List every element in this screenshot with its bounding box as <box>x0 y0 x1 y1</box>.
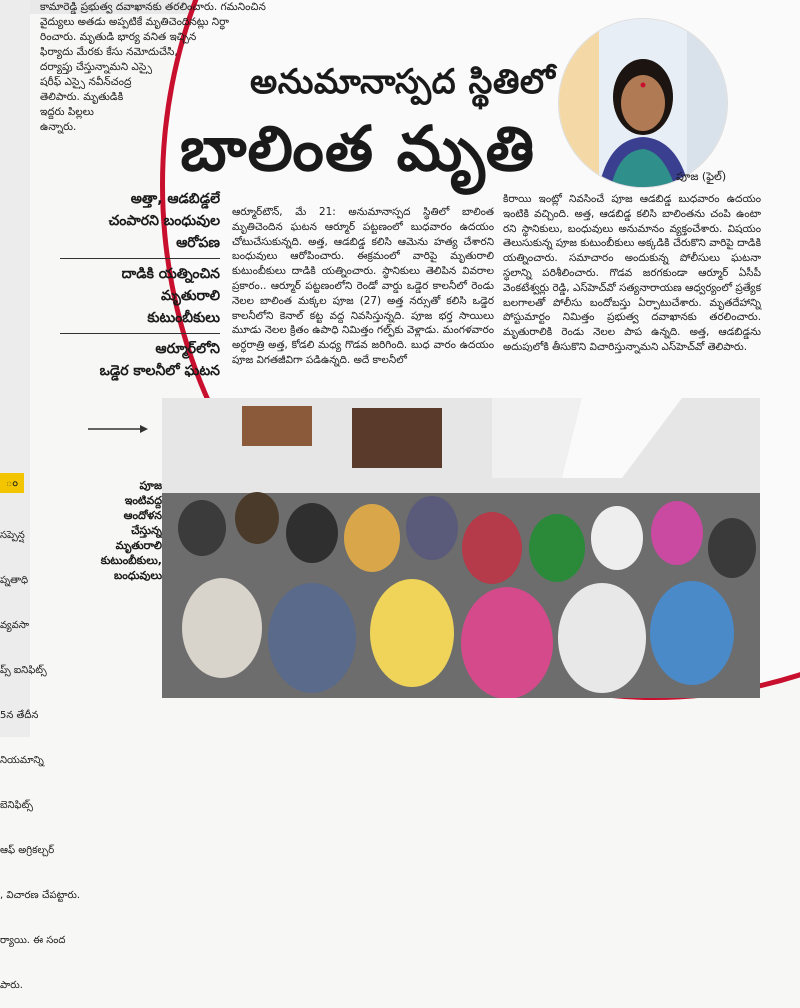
adjacent-line: వ్యవసా <box>0 620 29 631</box>
prev-line: ఫిర్యాదు మేరకు కేసు నమోదుచేసి, <box>40 46 178 58</box>
caption-line: బంధువులు <box>114 569 162 582</box>
subhead-divider <box>60 258 220 259</box>
prev-line: కామారెడ్డి ప్రభుత్వ దవాఖానకు తరలించారు. గమనించిన <box>40 1 266 13</box>
adjacent-line: ప్నతాధి <box>0 575 29 586</box>
prev-line: షరీఫ్ ఎస్సై నవీన్‌చంద్ర <box>40 76 132 88</box>
prev-line: తెలిపారు. మృతుడికి <box>40 91 124 103</box>
portrait-caption: పూజ (ఫైల్) <box>676 170 727 183</box>
prev-line: దర్యాప్తు చేస్తున్నామని ఎస్సై <box>40 61 153 73</box>
subheads <box>60 188 220 382</box>
adjacent-line: ఆఫ్ అగ్రికల్చర్ <box>0 845 55 856</box>
article-body-column-1: ఆర్మూర్‌టౌన్, మే 21: అనుమానాస్పద స్థితిలో బాలింత మృతిచెందిన ఘటన ఆర్మూర్ పట్టణంలో బుధవారం ఉదయం చోటుచేసుకున్నది. అత్త, ఆడబిడ్డ కలిసి ఆమెను హత్య చేశారని బంధువులు ఆరోపించారు. ఈక్రమంలో వారిపై మృతురాలి కుటుంబీకులు దాడికి యత్నించారు. స్థానికులు తెలిపిన వివరాల ప్రకారం.. ఆర్మూర్ పట్టణంలోని రెండో వార్డు ఒడ్డెర కాలనీలో రెండు నెలల బాలింత మక్కల పూజ (27) అత్త నర్సుతో కలిసి ఒడ్డెర కాలనీలోని కెనాల్ కట్ట వద్ద నివసిస్తున్నది. పూజ భర్త సాయిలు మూడు నెలల క్రితం ఉపాధి నిమిత్తం గల్ఫ్‌కు వెళ్లాడు. మంగళవారం అర్ధరాత్రి అత్త, కోడలి మధ్య గొడవ జరిగింది. బుధ వారం ఉదయం పూజ విగతజీవిగా పడిఉన్నది. అదే కాలనీలో <box>232 206 494 366</box>
caption-line: కుటుంబీకులు, <box>100 554 162 567</box>
subhead-line: చంపారని బంధువుల <box>108 213 220 229</box>
caption-line: మృతురాలి <box>115 539 162 552</box>
subhead-line: మృతురాలి <box>161 288 220 304</box>
subhead-divider <box>60 333 220 334</box>
headline-kicker: అనుమానాస్పద స్థితిలో <box>250 62 556 102</box>
adjacent-line: పారు. <box>0 980 23 991</box>
prev-line: వైద్యులు అతడు అప్పటికే మృతిచెందినట్లు నిర్ధా <box>40 16 230 28</box>
subhead-line: దాడికి యత్నించిన <box>121 266 220 282</box>
portrait-photo <box>558 18 728 188</box>
adjacent-line: సప్పెన్ష <box>0 530 25 541</box>
adjacent-line: , విచారణ చేపట్టారు. <box>0 890 81 901</box>
adjacent-line: 5న తేదీన <box>0 710 39 721</box>
caption-line: ఇంటివద్ద <box>124 494 162 507</box>
news-photo-crowd <box>162 398 760 698</box>
subhead-line: కుటుంబీకులు <box>147 310 220 326</box>
caption-line: చేస్తున్న <box>131 524 162 537</box>
arrow-right-icon <box>88 424 148 434</box>
caption-line: ఆందోళన <box>123 509 162 522</box>
prev-line: ఉన్నారు. <box>40 121 77 133</box>
subhead-line: ఆర్మూర్‌లోని <box>155 341 220 357</box>
adjacent-line: బెనిఫిట్స్ <box>0 800 33 811</box>
prev-line: రించారు. మృతుడి భార్య వనిత ఇచ్చిన <box>40 31 197 43</box>
caption-line: పూజ <box>139 479 162 492</box>
subhead-line: ఆరోపణ <box>176 235 220 251</box>
subhead-line: ఒడ్డెర కాలనీలో ఘటన <box>99 363 220 379</box>
adjacent-line: ర్యాయి. ఈ సంద <box>0 935 66 946</box>
news-photo-caption <box>94 478 162 583</box>
section-badge: ం <box>0 473 24 493</box>
subhead-line: అత్తా, ఆడబిడ్డలే <box>130 191 220 207</box>
adjacent-article-text <box>0 498 92 1008</box>
prev-line: ఇద్దరు పిల్లలు <box>40 106 94 118</box>
adjacent-line: నియమాన్ని <box>0 755 44 766</box>
portrait-illustration <box>559 19 727 187</box>
article-body-column-2: కిరాయి ఇంట్లో నివసించే పూజ ఆడబిడ్డ బుధవారం ఉదయం ఇంటికి వచ్చింది. అత్త, ఆడబిడ్డ కలిసి బాలింతను చంపి ఉంటా రని స్థానికులు, బంధువులు అనుమానం వ్యక్తంచేశారు. విషయం తెలుసుకున్న పూజ కుటుంబీకులు అక్కడికి చేరుకొని వారిపై దాడికి యత్నించారు. సమాచారం అందుకున్న పోలీసులు ఘటనా స్థలాన్ని పరిశీలించారు. గొడవ జరగకుండా ఆర్మూర్ ఏసీపీ వెంకటేశ్వర్లు రెడ్డి, ఎస్‌హెచ్‌వో సత్యనారాయణ ఆధ్వర్యంలో ప్రత్యేక బలగాలతో పోలీసు బందోబస్తు ఏర్పాటుచేశారు. మృతదేహాన్ని పోస్టుమార్టం నిమిత్తం ప్రభుత్వ దవాఖానకు తరలించారు. మృతురాలికి రెండు నెలల పాప ఉన్నది. అత్త, ఆడబిడ్డను అదుపులోకి తీసుకొని విచారిస్తున్నామని ఎస్‌హెచ్‌వో తెలిపారు. <box>503 193 761 353</box>
adjacent-line: ప్స్ ఐనిఫిట్స్ <box>0 665 47 676</box>
headline: బాలింత మృతి <box>180 112 536 185</box>
